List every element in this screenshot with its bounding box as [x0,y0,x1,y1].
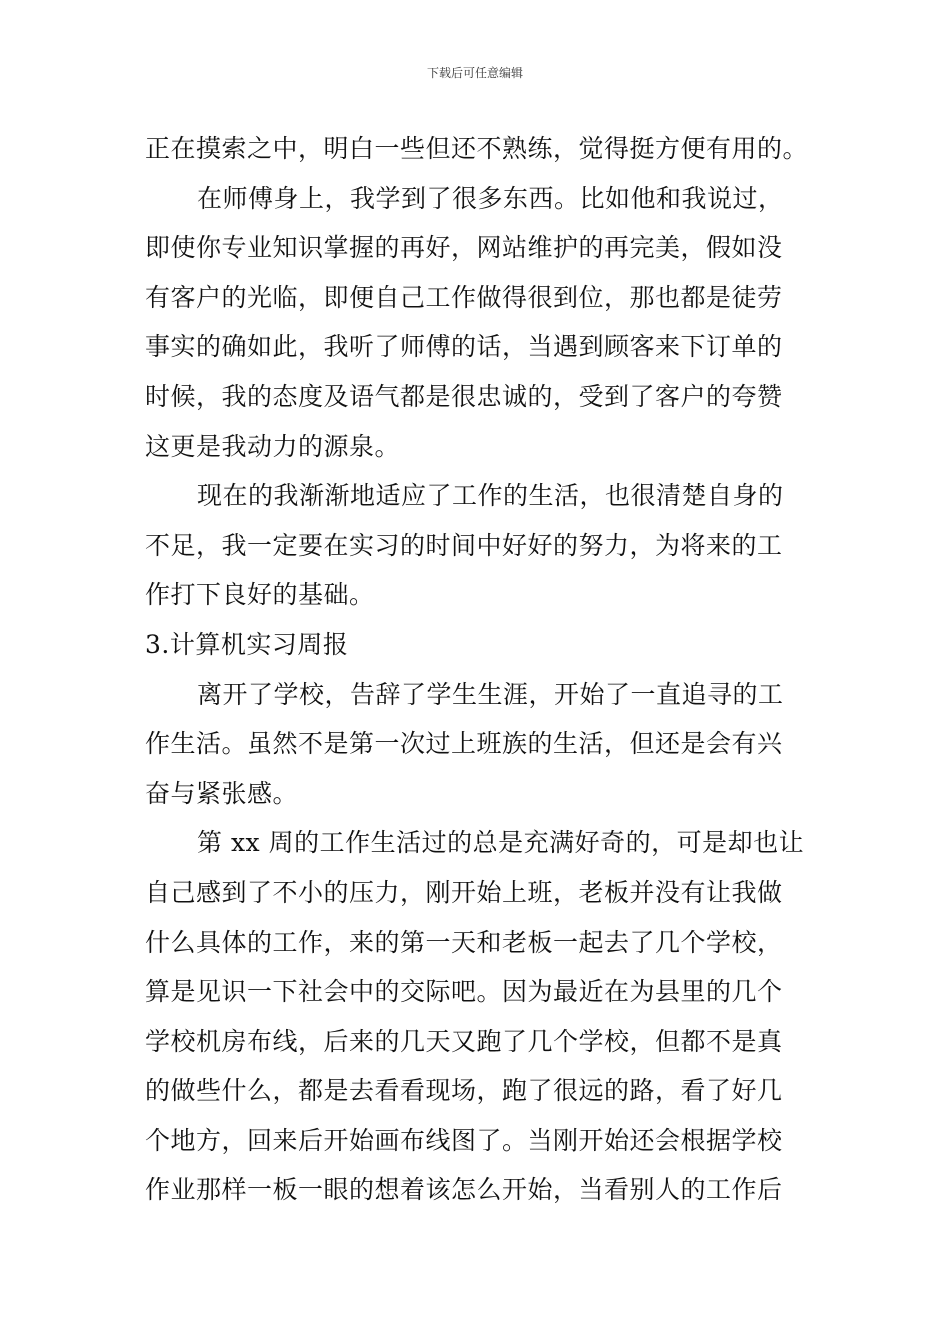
section-heading: 3.计算机实习周报 [145,629,349,659]
text-line: 奋与紧张感。 [145,778,299,808]
text-line: 时候，我的态度及语气都是很忠诚的，受到了客户的夸赞 [145,381,783,411]
text-line: 现在的我渐渐地适应了工作的生活，也很清楚自身的 [197,481,784,511]
text-line: 什么具体的工作，来的第一天和老板一起去了几个学校， [145,927,783,957]
text-line: 事实的确如此，我听了师傅的话，当遇到顾客来下订单的 [145,332,783,362]
text-line: 有客户的光临，即便自己工作做得很到位，那也都是徒劳 [145,282,783,312]
text-line: 个地方，回来后开始画布线图了。当刚开始还会根据学校 [145,1125,783,1155]
text-line: 不足，我一定要在实习的时间中好好的努力，为将来的工 [145,530,783,560]
text-line: 自己感到了不小的压力，刚开始上班，老板并没有让我做 [145,877,783,907]
text-line: 即使你专业知识掌握的再好，网站维护的再完美，假如没 [145,233,783,263]
text-line: 的做些什么，都是去看看现场，跑了很远的路，看了好几 [145,1076,783,1106]
text-line: 第 xx 周的工作生活过的总是充满好奇的，可是却也让 [197,828,805,858]
page-header-note: 下载后可任意编辑 [426,66,523,80]
text-line: 在师傅身上，我学到了很多东西。比如他和我说过， [197,183,784,213]
text-line: 离开了学校，告辞了学生生涯，开始了一直追寻的工 [197,679,784,709]
text-line: 学校机房布线，后来的几天又跑了几个学校，但都不是真 [145,1026,783,1056]
text-line: 这更是我动力的源泉。 [145,431,401,461]
document-body [145,124,810,1215]
text-line: 作打下良好的基础。 [145,580,375,610]
text-line: 算是见识一下社会中的交际吧。因为最近在为县里的几个 [145,977,783,1007]
text-line: 正在摸索之中，明白一些但还不熟练，觉得挺方便有用的。 [145,134,809,163]
text-line: 作业那样一板一眼的想着该怎么开始，当看别人的工作后 [145,1175,783,1205]
text-line: 作生活。虽然不是第一次过上班族的生活，但还是会有兴 [145,729,783,759]
